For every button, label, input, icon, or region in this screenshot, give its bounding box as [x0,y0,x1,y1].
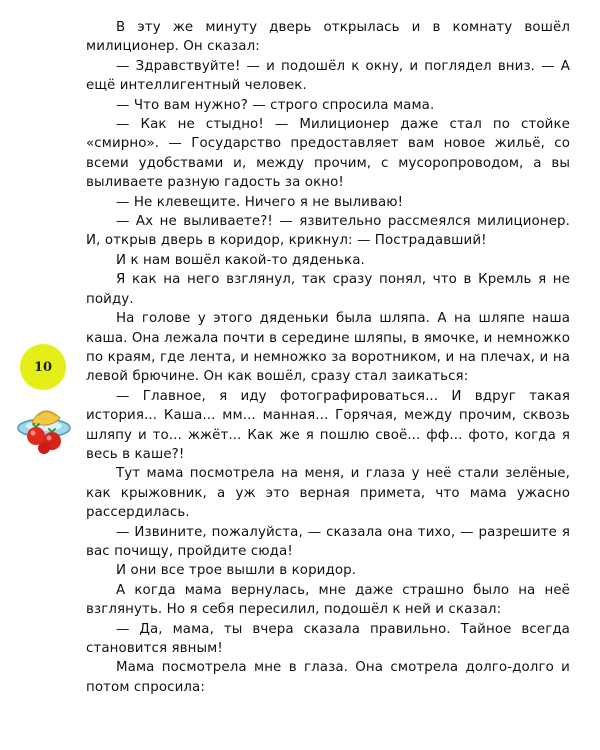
paragraph: — Извините, пожалуйста, — сказала она тихо, — разрешите я вас почищу, пройдите сюда! [86,524,570,559]
paragraph: На голове у этого дяденьки была шляпа. А на шляпе наша каша. Она лежала почти в середине шляпы, в ямочке, и немножко по краям, где лента, и немножко за воротником, и на плечах, и на левой брючине. Он как вошёл, сразу стал заикаться: [86,311,570,385]
paragraph: — Главное, я иду фотографироваться... И вдруг такая история... Каша... мм... манная... Горячая, между прочим, сквозь шляпу и то... жжёт... Как же я пошлю своё... фф... фото, когда я весь в каше?! [86,388,570,462]
paragraph: — Не клевещите. Ничего я не выливаю! [116,194,404,210]
page-number: 10 [20,344,66,390]
paragraph: — Ах не выливаете?! — язвительно рассмеялся милиционер. И, открыв дверь в коридор, крикнул: — Пострадавший! [86,214,570,249]
paragraph: Я как на него взглянул, так сразу понял, что в Кремль я не пойду. [86,272,570,307]
paragraph: — Как не стыдно! — Милиционер даже стал по стойке «смирно». — Государство предоставляет вам новое жильё, со всеми удобствами и, между прочим, с мусоропроводом, а вы выливаете разную гадость за окно! [86,117,570,191]
story-text [86,18,570,697]
food-plate-icon [14,392,78,454]
paragraph: И они все трое вышли в коридор. [116,563,357,579]
paragraph: Мама посмотрела мне в глаза. Она смотрела долго-долго и потом спросила: [86,660,570,695]
paragraph: В эту же минуту дверь открылась и в комнату вошёл милиционер. Он сказал: [86,20,570,55]
paragraph: — Да, мама, ты вчера сказала правильно. Тайное всегда становится явным! [86,621,570,656]
paragraph: Тут мама посмотрела на меня, и глаза у неё стали зелёные, как крыжовник, а уж это верная примета, что мама ужасно рассердилась. [86,466,570,521]
paragraph: И к нам вошёл какой-то дяденька. [116,252,365,268]
paragraph: — Что вам нужно? — строго спросила мама. [116,97,435,113]
paragraph: — Здравствуйте! — и подошёл к окну, и поглядел вниз. — А ещё интеллигентный человек. [86,58,570,94]
paragraph: А когда мама вернулась, мне даже страшно было на неё взглянуть. Но я себя пересилил, подошёл к ней и сказал: [86,582,570,618]
